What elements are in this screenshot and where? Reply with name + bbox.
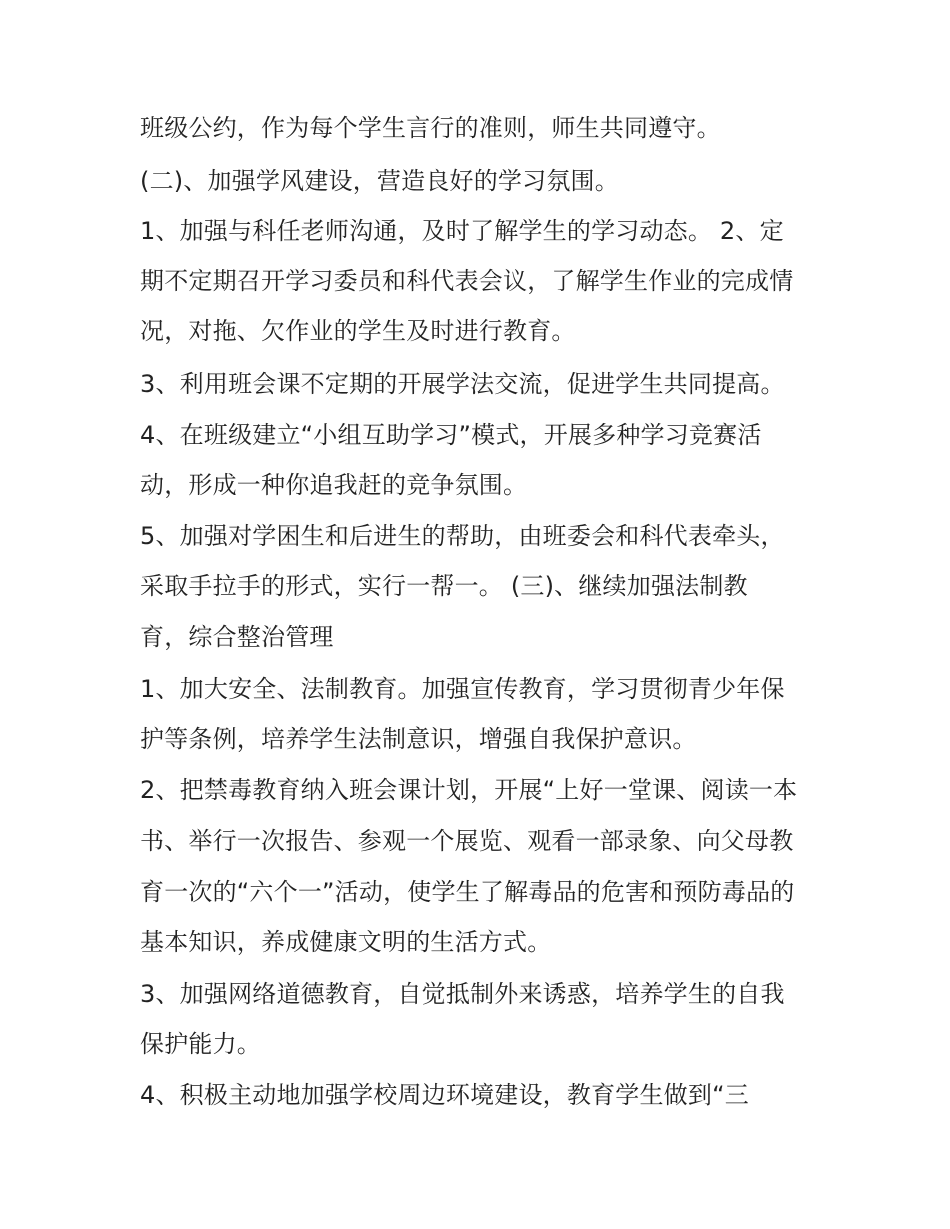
text-line: 2、把禁毒教育纳入班会课计划，开展“上好一堂课、阅读一本 <box>140 776 798 804</box>
text-line: 4、积极主动地加强学校周边环境建设，教育学生做到“三 <box>140 1081 749 1109</box>
text-line: 动，形成一种你追我赶的竞争氛围。 <box>140 471 528 499</box>
text-line: 育，综合整治管理 <box>140 623 334 651</box>
text-line: 3、加强网络道德教育，自觉抵制外来诱惑，培养学生的自我 <box>140 980 785 1008</box>
text-line: 保护能力。 <box>140 1030 261 1058</box>
text-line: 4、在班级建立“小组互助学习”模式，开展多种学习竞赛活 <box>140 421 762 449</box>
text-line: (二)、加强学风建设，营造良好的学习氛围。 <box>140 167 619 195</box>
text-line: 5、加强对学困生和后进生的帮助，由班委会和科代表牵头， <box>140 522 785 550</box>
text-line: 1、加大安全、法制教育。加强宣传教育，学习贯彻青少年保 <box>140 675 785 703</box>
text-line: 采取手拉手的形式，实行一帮一。 (三)、继续加强法制教 <box>140 572 748 600</box>
text-line: 况，对拖、欠作业的学生及时进行教育。 <box>140 317 576 345</box>
text-line: 育一次的“六个一”活动，使学生了解毒品的危害和预防毒品的 <box>140 878 795 906</box>
text-line: 期不定期召开学习委员和科代表会议，了解学生作业的完成情 <box>140 267 794 295</box>
text-line: 3、利用班会课不定期的开展学法交流，促进学生共同提高。 <box>140 370 785 398</box>
text-line: 1、加强与科任老师沟通，及时了解学生的学习动态。 2、定 <box>140 217 784 245</box>
text-line: 书、举行一次报告、参观一个展览、观看一部录象、向父母教 <box>140 827 794 855</box>
text-line: 护等条例，培养学生法制意识，增强自我保护意识。 <box>140 725 697 753</box>
text-line: 基本知识，养成健康文明的生活方式。 <box>140 928 552 956</box>
text-line: 班级公约，作为每个学生言行的准则，师生共同遵守。 <box>140 114 721 142</box>
